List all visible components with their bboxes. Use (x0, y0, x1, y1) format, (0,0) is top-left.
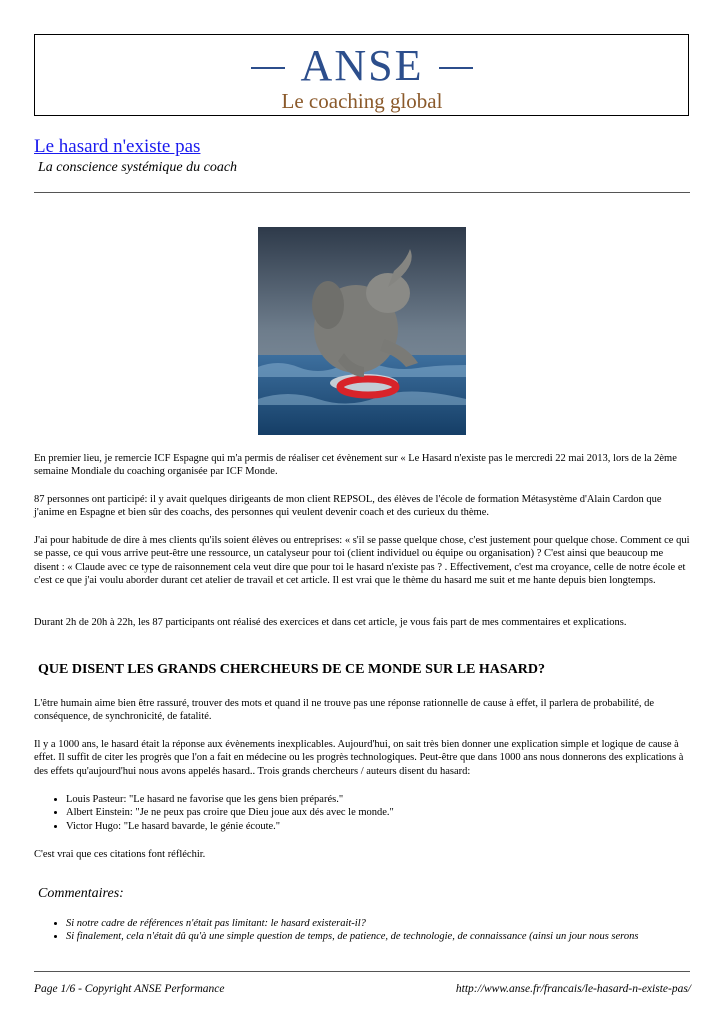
closing-line: C'est vrai que ces citations font réfléchir. (34, 849, 206, 860)
comment-item: • Si notre cadre de références n'était pas limitant: le hasard existerait-il? (66, 917, 706, 930)
paragraph-3: J'ai pour habitude de dire à mes clients qu'ils soient élèves ou entreprises: « s'il se passe quelque chose, c'est justement pour quelque chose. Comment ce qui se passe, ce qui vous arrive peut-être une ressource, un catalyseur pour toi (client individuel ou équipe ou organisation) ? C'est ainsi que beaucoup me disent : « Claude avec ce type de raisonnement cela veut dire que pour toi le hasard n'existe pas ? . Effectivement, c'est ma croyance, celle de notre école et c'est ce que j'ai voulu aborder durant cet atelier de travail et cet article. Il est vrai que le thème du hasard me suit et me hante depuis bien longtemps. (34, 535, 690, 587)
paragraph-2: 87 personnes ont participé: il y avait quelques dirigeants de mon client REPSOL, des élèves de l'école de formation Métasystème d'Alain Cardon que j'anime en Espagne et bien sûr des coachs, des personnes qui veulent devenir coach et des curieux du thème. (34, 494, 662, 519)
paragraph-1: En premier lieu, je remercie ICF Espagne qui m'a permis de réaliser cet évènement sur « Le Hasard n'existe pas le mercredi 22 mai 2013, lors de la 2ème semaine Mondiale du coaching organisée par ICF Monde. (34, 453, 677, 478)
section-paragraph-1: L'être humain aime bien être rassuré, trouver des mots et quand il ne trouve pas une réponse rationnelle de cause à effet, il parlera de probabilité, de conséquence, de synchronicité, de fatalité. (34, 698, 655, 723)
elephant-lifebuoy-image (258, 227, 466, 435)
section-paragraph-2: Il y a 1000 ans, le hasard était la réponse aux évènements inexplicables. Aujourd'hui, on sait très bien donner une explication simple et logique de cause à effet. Il suffit de citer les progrès que l'on a fait en médecine ou les progrès technologiques. Peut-être que dans 1000 ans nous donnerons des explications à des effets qu'aujourd'hui nous avons appelés hasard.. Trois grands chercheurs / auteurs disent du hasard: (34, 739, 684, 777)
footer-divider (34, 971, 690, 972)
quote-item: • Louis Pasteur: "Le hasard ne favorise que les gens bien préparés." (66, 793, 394, 806)
footer-page-copyright: Page 1/6 - Copyright ANSE Performance (34, 983, 225, 995)
article-title-link[interactable]: Le hasard n'existe pas (34, 136, 201, 157)
comments-heading: Commentaires: (38, 886, 124, 901)
footer-url: http://www.anse.fr/francais/le-hasard-n-existe-pas/ (455, 983, 691, 995)
logo-word: ANSE (300, 41, 424, 90)
comments-list (48, 917, 706, 944)
logo-tagline: Le coaching global (281, 89, 443, 113)
header-divider (34, 192, 690, 193)
quote-item: • Victor Hugo: "Le hasard bavarde, le génie écoute." (66, 820, 394, 833)
header-box (34, 34, 689, 116)
logo-line-right (439, 67, 473, 69)
article-subtitle: La conscience systémique du coach (38, 160, 238, 175)
paragraph-4: Durant 2h de 20h à 22h, les 87 participants ont réalisé des exercices et dans cet article, je vous fais part de mes commentaires et explications. (34, 617, 627, 628)
quote-item: • Albert Einstein: "Je ne peux pas croire que Dieu joue aux dés avec le monde." (66, 806, 394, 819)
comment-item: • Si finalement, cela n'était dû qu'à une simple question de temps, de patience, de technologie, de connaissance (ainsi un jour nous serons (66, 930, 706, 943)
anse-logo (251, 41, 473, 113)
section-heading: QUE DISENT LES GRANDS CHERCHEURS DE CE MONDE SUR LE HASARD? (38, 662, 545, 677)
quotes-list (48, 793, 394, 833)
